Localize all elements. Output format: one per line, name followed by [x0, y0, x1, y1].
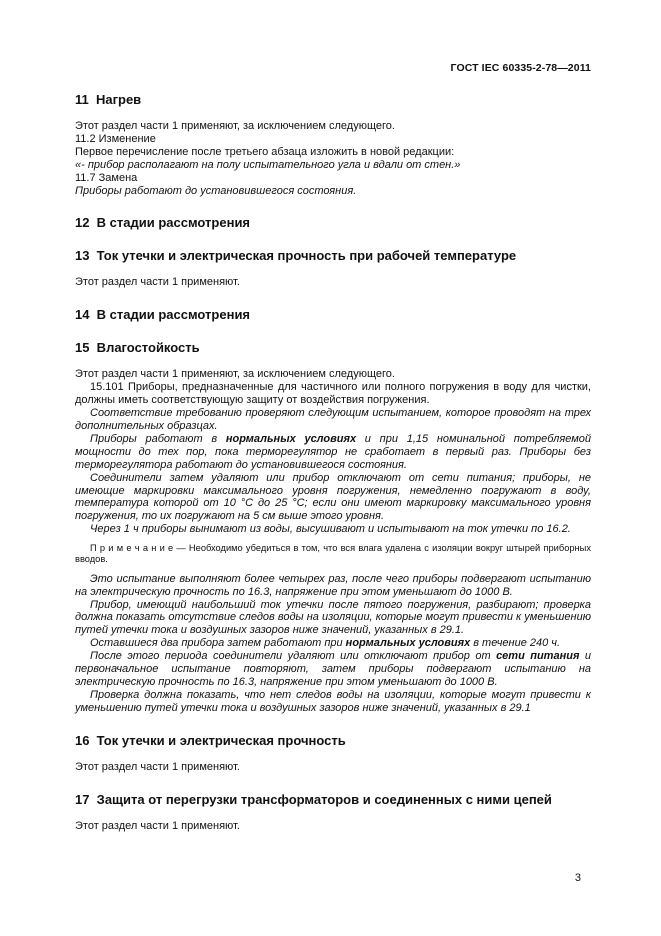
paragraph — [75, 573, 591, 599]
text-run: Проверка должна показать, что нет следов воды на изоляции, которые могут привести к уменьшению путей утечки тока и воздушных зазоров ниже значений, указанных в 29.1 — [75, 688, 591, 714]
paragraph — [75, 172, 591, 185]
section-heading — [75, 92, 591, 107]
text-run: 15.101 Приборы, предназначенные для частичного или полного погружения в воду для чистки, должны иметь соответствующую защиту от воздействия погружения. — [75, 381, 591, 407]
text-run: 17 Защита от перегрузки трансформаторов и соединенных с ними цепей — [75, 791, 552, 807]
text-run: 16 Ток утечки и электрическая прочность — [75, 732, 346, 748]
paragraph — [75, 381, 591, 407]
text-run: сети питания — [496, 650, 580, 663]
text-run: После этого периода соединители удаляют или отключают прибор от — [90, 650, 497, 663]
text-run: и при 1,15 номинальной потребляемой мощности до тех пор, пока терморегулятор не сработает в первый раз. Приборы без терморегулятора работают до установившегося состояния. — [75, 432, 592, 471]
text-run: 11 Нагрев — [75, 92, 142, 107]
text-run: «- прибор располагают на полу испытательного угла и вдали от стен.» — [75, 158, 461, 171]
text-run: Этот раздел части 1 применяют. — [75, 760, 240, 773]
section-heading — [75, 248, 591, 263]
paragraph — [75, 276, 591, 289]
text-run: в течение 240 ч. — [470, 637, 561, 650]
text-run: Соединители затем удаляют или прибор отключают от сети питания; приборы, не имеющие маркировки максимального уровня погружения, немедленно погружают в воду, температура которой от 10 °С до 25 °С; если они имеют маркировку максимального уровня погружения, то их погружают на 5 см выше этого уровня. — [75, 471, 591, 523]
page-number: 3 — [574, 872, 581, 884]
text-run: 14 В стадии рассмотрения — [75, 307, 251, 323]
paragraph — [75, 650, 591, 689]
text-run: нормальных условиях — [225, 432, 357, 445]
document-content — [75, 92, 591, 833]
text-run: Этот раздел части 1 применяют. — [75, 819, 240, 832]
text-run: 15 Влагостойкость — [75, 340, 200, 356]
text-run: Через 1 ч приборы вынимают из воды, высушивают и испытывают на ток утечки по 16.2. — [90, 523, 571, 536]
text-run: Этот раздел части 1 применяют. — [75, 276, 240, 289]
text-run: Приборы работают в — [90, 432, 226, 445]
paragraph — [75, 159, 591, 172]
paragraph — [75, 133, 591, 146]
paragraph — [75, 820, 591, 833]
text-run: П р и м е ч а н и е — Необходимо убедиться в том, что вся влага удалена с изоляции вокруг штырей приборных вводов. — [75, 543, 591, 565]
paragraph — [75, 185, 591, 198]
section-heading — [75, 215, 591, 230]
text-run: Оставшиеся два прибора затем работают при — [90, 637, 346, 650]
paragraph — [75, 368, 591, 381]
section-heading — [75, 307, 591, 322]
section-heading — [75, 733, 591, 748]
paragraph — [75, 472, 591, 524]
text-run: 11.2 Изменение — [75, 132, 156, 145]
doc-number-header: ГОСТ IEC 60335-2-78—2011 — [450, 62, 591, 74]
text-run: Этот раздел части 1 применяют, за исключением следующего. — [75, 368, 395, 381]
paragraph — [75, 543, 591, 566]
paragraph — [75, 689, 591, 715]
text-run: нормальных условиях — [345, 637, 471, 650]
text-run: Первое перечисление после третьего абзаца изложить в новой редакции: — [75, 145, 455, 158]
text-run: 12 В стадии рассмотрения — [75, 215, 251, 231]
paragraph — [75, 523, 591, 536]
paragraph — [75, 120, 591, 133]
paragraph — [75, 407, 591, 433]
paragraph — [75, 599, 591, 638]
text-run: 11.7 Замена — [75, 171, 138, 184]
paragraph — [75, 637, 591, 650]
paragraph — [75, 433, 591, 472]
section-heading — [75, 792, 591, 807]
text-run: Это испытание выполняют более четырех раз, после чего приборы подвергают испытанию на электрическую прочность по 16.3, напряжение при этом уменьшают до 1000 В. — [75, 572, 591, 598]
text-run: 13 Ток утечки и электрическая прочность при рабочей температуре — [75, 248, 517, 264]
text-run: и первоначальное испытание повторяют, затем приборы подвергают испытанию на электрическую прочность по 16.3, напряжение при этом уменьшают до 1000 В. — [75, 650, 591, 688]
text-run: Соответствие требованию проверяют следующим испытанием, которое проводят на трех дополнительных образцах. — [75, 407, 591, 432]
text-run: Прибор, имеющий наибольший ток утечки после пятого погружения, разбирают; проверка должна показать отсутствие следов воды на изоляции, которые могут привести к уменьшению путей утечки тока и воздушных зазоров ниже значений, указанных в 29.1. — [75, 598, 591, 637]
section-heading — [75, 340, 591, 355]
paragraph — [75, 761, 591, 774]
text-run: Приборы работают до установившегося состояния. — [75, 184, 357, 197]
text-run: Этот раздел части 1 применяют, за исключением следующего. — [75, 120, 395, 132]
paragraph — [75, 146, 591, 159]
